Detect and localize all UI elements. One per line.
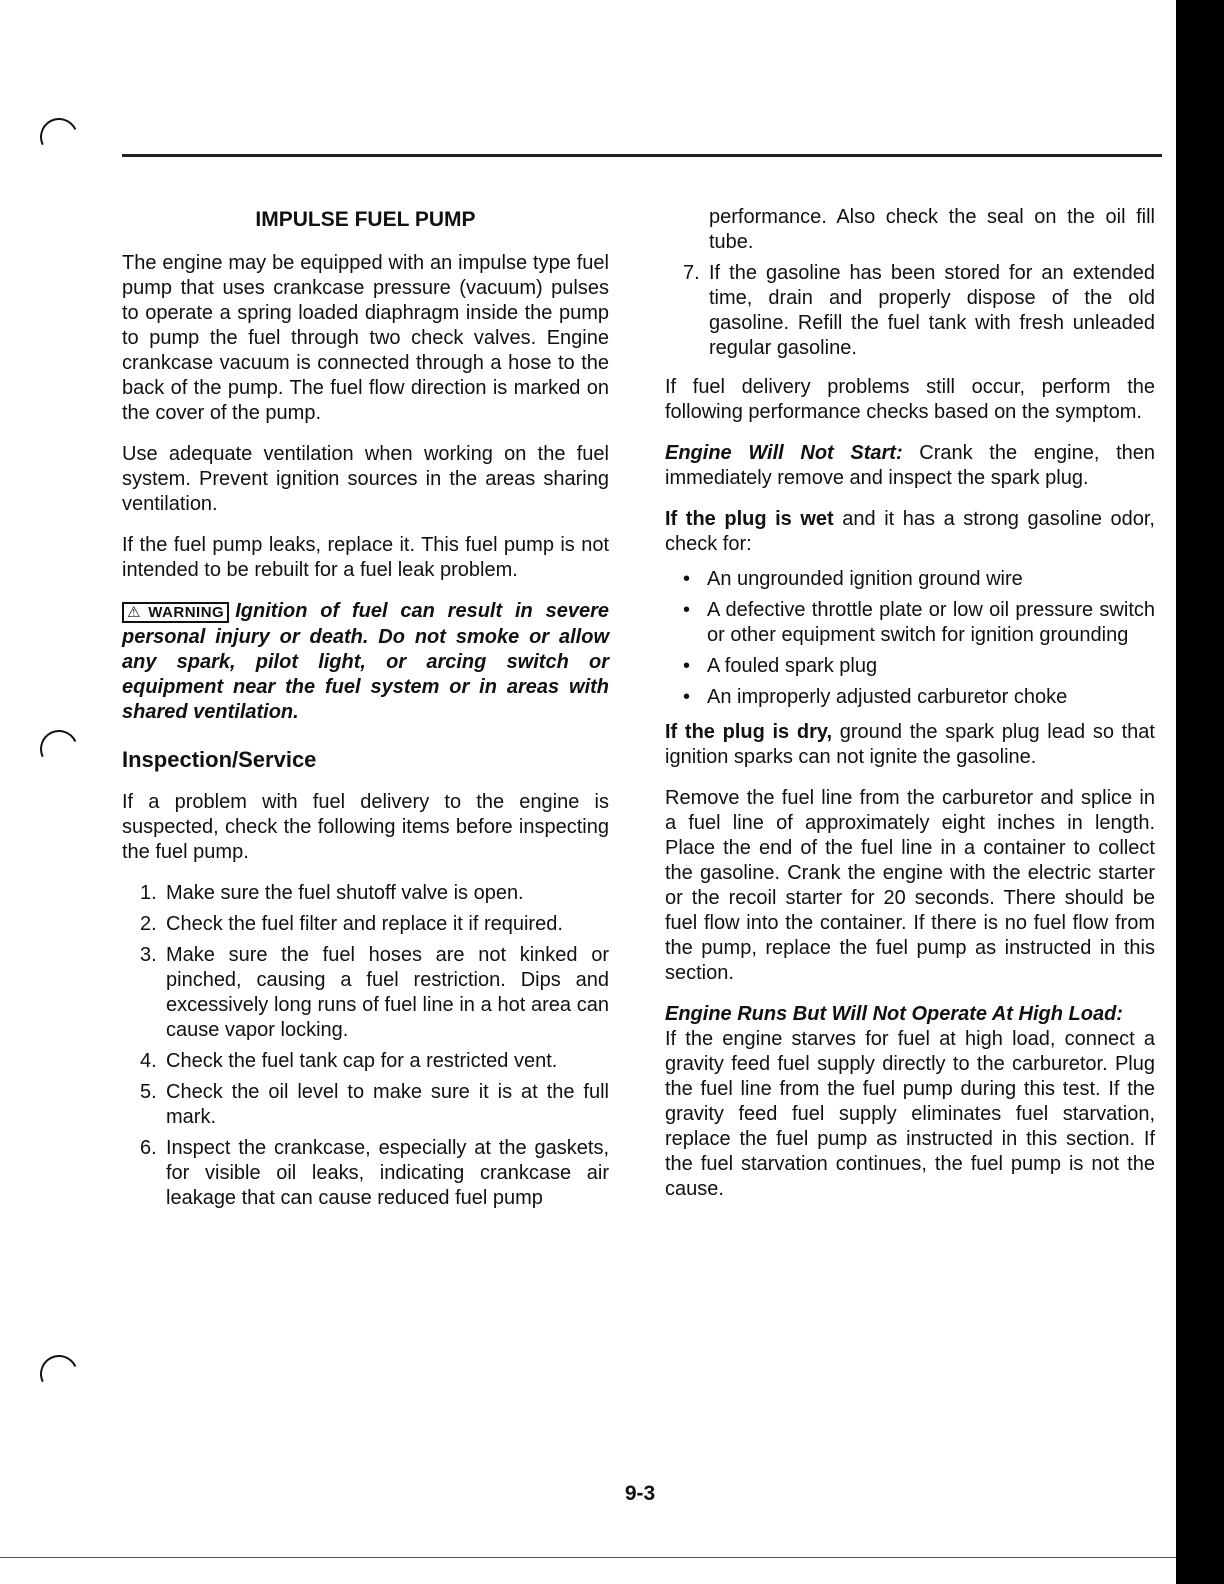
list-item: • An ungrounded ignition ground wire — [665, 567, 1155, 592]
step-number: 1. — [140, 882, 157, 904]
fuel-line-test-paragraph: Remove the fuel line from the carburetor and splice in a fuel line of approximately eight inches in length. Place the end of the fuel line in a container to collect the gasoline. Crank the engine with the electric starter or the recoil starter for 20 seconds. There should be fuel flow into the container. If there is no fuel flow from the pump, replace the fuel pump as instructed in this section. — [665, 787, 1155, 984]
step-number: 7. — [683, 262, 700, 284]
page-number: 9-3 — [624, 1482, 656, 1505]
header-rule — [122, 154, 1162, 157]
plug-wet-text: and it has a strong gasoline odor, check for: — [665, 508, 1155, 555]
step-number: 4. — [140, 1050, 157, 1072]
inspection-heading: Inspection/Service — [122, 747, 317, 772]
list-item: • An improperly adjusted carburetor choke — [665, 685, 1155, 710]
step-item — [122, 1049, 609, 1074]
plug-wet-label: If the plug is wet — [665, 508, 834, 530]
step-text: Make sure the fuel shutoff valve is open. — [166, 882, 524, 904]
step-text: performance. Also check the seal on the oil fill tube. — [709, 206, 1155, 253]
plug-dry-paragraph — [665, 720, 1155, 770]
warning-badge: ⚠WARNING — [122, 602, 229, 623]
warning-block — [122, 599, 609, 725]
step-text: If the gasoline has been stored for an extended time, drain and properly dispose of the old gasoline. Refill the fuel tank with fresh unleaded regular gasoline. — [709, 262, 1155, 359]
high-load-text: If the engine starves for fuel at high load, connect a gravity feed fuel supply directly to the carburetor. Plug the fuel line from the fuel pump during this test. If the gravity feed fuel supply eliminates fuel starvation, replace the fuel pump as instructed in this section. If the fuel starvation continues, the fuel pump is not the cause. — [665, 1028, 1155, 1200]
left-column — [122, 205, 609, 1225]
binder-hole-bottom — [35, 1350, 84, 1399]
inspection-steps — [122, 881, 609, 1211]
list-item: • A defective throttle plate or low oil pressure switch or other equipment switch for ignition grounding — [665, 598, 1155, 648]
step-item — [122, 943, 609, 1043]
scan-edge-bar — [1176, 0, 1224, 1584]
plug-dry-text: ground the spark plug lead so that ignition sparks can not ignite the gasoline. — [665, 721, 1155, 768]
step-text: Check the oil level to make sure it is at the full mark. — [166, 1081, 609, 1128]
step-text: Make sure the fuel hoses are not kinked or pinched, causing a fuel restriction. Dips and excessively long runs of fuel line in a hot area can cause vapor locking. — [166, 944, 609, 1041]
warning-text: Ignition of fuel can result in severe personal injury or death. Do not smoke or allow any spark, pilot light, or arcing switch or equipment near the fuel system or in areas with shared ventilation. — [122, 600, 609, 723]
binder-hole-middle — [35, 725, 84, 774]
high-load-paragraph — [665, 1002, 1155, 1202]
will-not-start-label: Engine Will Not Start: — [665, 442, 903, 464]
right-column — [665, 205, 1155, 1218]
footer-rule — [0, 1557, 1176, 1558]
inspection-intro: If a problem with fuel delivery to the engine is suspected, check the following items before inspecting the fuel pump. — [122, 791, 609, 863]
list-item: • A fouled spark plug — [665, 654, 1155, 679]
intro-paragraph: The engine may be equipped with an impulse type fuel pump that uses crankcase pressure (vacuum) pulses to operate a spring loaded diaphragm inside the pump to pump the fuel through two check valves. Engine crankcase vacuum is connected through a hose to the back of the pump. The fuel flow direction is marked on the cover of the pump. — [122, 252, 609, 424]
performance-check-intro: If fuel delivery problems still occur, perform the following performance checks based on the symptom. — [665, 376, 1155, 423]
section-title: IMPULSE FUEL PUMP — [255, 208, 476, 231]
will-not-start-text: Crank the engine, then immediately remove and inspect the spark plug. — [665, 442, 1155, 489]
step-item — [122, 881, 609, 906]
binder-hole-top — [35, 113, 84, 162]
step-number: 3. — [140, 944, 157, 966]
step-text: Inspect the crankcase, especially at the gaskets, for visible oil leaks, indicating crankcase air leakage that can cause reduced fuel pump — [166, 1137, 609, 1209]
step-number: 5. — [140, 1081, 157, 1103]
ventilation-paragraph: Use adequate ventilation when working on the fuel system. Prevent ignition sources in the areas sharing ventilation. — [122, 443, 609, 515]
high-load-label: Engine Runs But Will Not Operate At High Load: — [665, 1003, 1123, 1025]
leak-paragraph: If the fuel pump leaks, replace it. This fuel pump is not intended to be rebuilt for a fuel leak problem. — [122, 534, 609, 581]
check-for-list — [665, 567, 1155, 710]
plug-dry-label: If the plug is dry, — [665, 721, 833, 743]
step-item — [665, 261, 1155, 361]
will-not-start-paragraph — [665, 441, 1155, 491]
step-text: Check the fuel filter and replace it if required. — [166, 913, 563, 935]
step-number: 6. — [140, 1137, 157, 1159]
step-text: Check the fuel tank cap for a restricted vent. — [166, 1050, 558, 1072]
step-item-continued — [665, 205, 1155, 255]
step-item — [122, 912, 609, 937]
step-item — [122, 1080, 609, 1130]
inspection-steps-continued — [665, 205, 1155, 361]
step-item — [122, 1136, 609, 1211]
plug-wet-paragraph — [665, 507, 1155, 557]
step-number: 2. — [140, 913, 157, 935]
